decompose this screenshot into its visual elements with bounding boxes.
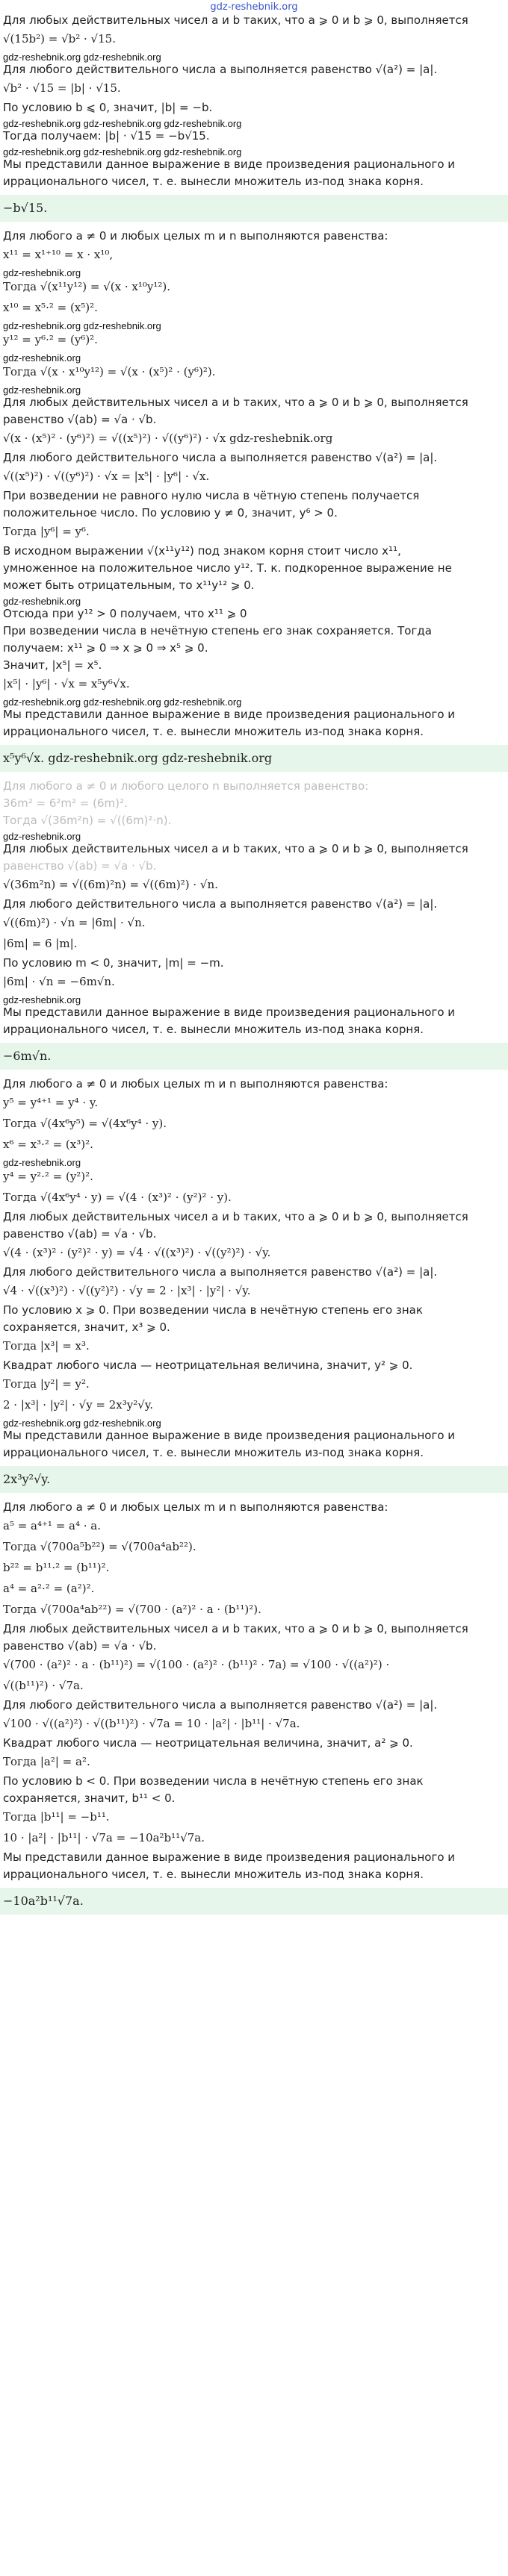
watermark: gdz-reshebnik.org gdz-reshebnik.org: [3, 320, 161, 331]
math-line: √(700 · (a²)² · a · (b¹¹)²) = √(100 · (a²)² · (b¹¹)² · 7a) = √100 · √((a²)²) ·: [3, 1658, 390, 1671]
answer-box: −6m√n.: [0, 1043, 508, 1070]
text-line: В исходном выражении √(x¹¹y¹²) под знаком корня стоит число x¹¹,: [3, 544, 401, 558]
text-line: получаем: x¹¹ ⩾ 0 ⇒ x ⩾ 0 ⇒ x⁵ ⩾ 0.: [3, 641, 208, 655]
math-line: Тогда |b¹¹| = −b¹¹.: [3, 1810, 110, 1824]
text-line: сохраняется, значит, b¹¹ < 0.: [3, 1791, 176, 1805]
answer-box: −10a²b¹¹√7a.: [0, 1888, 508, 1915]
text-line: равенство √(ab) = √a · √b.: [3, 1639, 157, 1653]
text-line: Мы представили данное выражение в виде произведения рационального и: [3, 1850, 456, 1864]
text-line: По условию x ⩾ 0. При возведении числа в нечётную степень его знак: [3, 1303, 423, 1317]
text-line: Для любых действительных чисел a и b таких, что a ⩾ 0 и b ⩾ 0, выполняется: [3, 1622, 468, 1635]
text-line: иррационального чисел, т. е. вынесли множитель из-под знака корня.: [3, 1023, 424, 1036]
math-line: x¹¹ = x¹⁺¹⁰ = x · x¹⁰,: [3, 248, 114, 261]
math-line: x⁶ = x³·² = (x³)².: [3, 1138, 93, 1151]
faded-line: 36m² = 6²m² = (6m)².: [3, 796, 128, 810]
watermark: gdz-reshebnik.org: [3, 267, 81, 278]
text-line: Мы представили данное выражение в виде произведения рационального и: [3, 158, 456, 171]
math-line: √(36m²n) = √((6m)²n) = √((6m)²) · √n.: [3, 878, 218, 891]
math-line: Тогда |y²| = y².: [3, 1377, 90, 1391]
text-line: Для любого a ≠ 0 и любых целых m и n выполняются равенства:: [3, 1500, 388, 1514]
math-line: |6m| · √n = −6m√n.: [3, 975, 115, 988]
text-line: Квадрат любого числа — неотрицательная величина, значит, a² ⩾ 0.: [3, 1736, 413, 1750]
watermark: gdz-reshebnik.org: [3, 596, 81, 607]
solution-block: [3, 779, 505, 1070]
math-line: Тогда √(700a⁴ab²²) = √(700 · (a²)² · a · (b¹¹)²).: [3, 1603, 261, 1616]
text-line: Тогда получаем: |b| · √15 = −b√15.: [3, 129, 210, 143]
answer-box: 2x³y²√y.: [0, 1466, 508, 1493]
math-line: y⁴ = y²·² = (y²)².: [3, 1170, 93, 1183]
math-line: √((x⁵)²) · √((y⁶)²) · √x = |x⁵| · |y⁶| · √x.: [3, 470, 210, 483]
site-header-link[interactable]: gdz-reshebnik.org: [210, 1, 298, 13]
math-line: Тогда √(700a⁵b²²) = √(700a⁴ab²²).: [3, 1540, 196, 1553]
text-line: Для любого a ≠ 0 и любых целых m и n выполняются равенства:: [3, 1077, 388, 1091]
math-line: √100 · √((a²)²) · √((b¹¹)²) · √7a = 10 · |a²| · |b¹¹| · √7a.: [3, 1717, 300, 1730]
answer-box: x⁵y⁶√x. gdz-reshebnik.org gdz-reshebnik.org: [0, 745, 508, 772]
text-line: Для любого действительного числа a выполняется равенство √(a²) = |a|.: [3, 1698, 438, 1712]
text-line: Значит, |x⁵| = x⁵.: [3, 658, 102, 672]
math-line: b²² = b¹¹·² = (b¹¹)².: [3, 1561, 110, 1574]
solutions-content: [3, 13, 505, 1915]
text-line: Для любого действительного числа a выполняется равенство √(a²) = |a|.: [3, 1265, 438, 1279]
watermark: gdz-reshebnik.org: [3, 994, 81, 1005]
math-line: a⁴ = a²·² = (a²)².: [3, 1582, 95, 1595]
text-line: равенство √(ab) = √a · √b.: [3, 413, 157, 426]
math-line: a⁵ = a⁴⁺¹ = a⁴ · a.: [3, 1519, 102, 1532]
watermark: gdz-reshebnik.org gdz-reshebnik.org gdz-reshebnik.org: [3, 118, 242, 129]
faded-line: равенство √(ab) = √a · √b.: [3, 859, 157, 873]
watermark: gdz-reshebnik.org gdz-reshebnik.org: [3, 1418, 161, 1429]
text-line: равенство √(ab) = √a · √b.: [3, 1227, 157, 1241]
watermark: gdz-reshebnik.org gdz-reshebnik.org: [3, 52, 161, 63]
watermark: gdz-reshebnik.org: [3, 384, 81, 396]
math-line: √((6m)²) · √n = |6m| · √n.: [3, 916, 146, 929]
answer-box: −b√15.: [0, 195, 508, 222]
faded-line: Для любого a ≠ 0 и любого целого n выполняется равенство:: [3, 779, 369, 793]
solution-block: [3, 1500, 505, 1915]
math-line: x¹⁰ = x⁵·² = (x⁵)².: [3, 301, 98, 314]
math-line: Тогда √(x · x¹⁰y¹²) = √(x · (x⁵)² · (y⁶)²).: [3, 365, 216, 378]
watermark: gdz-reshebnik.org gdz-reshebnik.org gdz-reshebnik.org: [3, 696, 242, 708]
math-line: y⁵ = y⁴⁺¹ = y⁴ · y.: [3, 1096, 99, 1109]
text-line: При возведении не равного нулю числа в чётную степень получается: [3, 489, 420, 502]
math-line: √(4 · (x³)² · (y²)² · y) = √4 · √((x³)²) · √((y²)²) · √y.: [3, 1246, 271, 1259]
math-line: Тогда √(4x⁶y⁵) = √(4x⁶y⁴ · y).: [3, 1117, 167, 1130]
math-line: Тогда |a²| = a².: [3, 1755, 90, 1768]
text-line: Для любого a ≠ 0 и любых целых m и n выполняются равенства:: [3, 229, 388, 243]
text-line: По условию b ⩽ 0, значит, |b| = −b.: [3, 101, 213, 114]
watermark: gdz-reshebnik.org gdz-reshebnik.org gdz-reshebnik.org: [3, 146, 242, 158]
math-line: √(15b²) = √b² · √15.: [3, 32, 116, 46]
text-line: может быть отрицательным, то x¹¹y¹² ⩾ 0.: [3, 578, 255, 592]
solution-block: [3, 1077, 505, 1493]
text-line: иррационального чисел, т. е. вынесли множитель из-под знака корня.: [3, 175, 424, 188]
text-line: Квадрат любого числа — неотрицательная величина, значит, y² ⩾ 0.: [3, 1359, 413, 1372]
text-line: иррационального чисел, т. е. вынесли множитель из-под знака корня.: [3, 1446, 424, 1459]
solution-block: [3, 229, 505, 772]
text-line: иррационального чисел, т. е. вынесли множитель из-под знака корня.: [3, 1868, 424, 1881]
text-line: Для любых действительных чисел a и b таких, что a ⩾ 0 и b ⩾ 0, выполняется: [3, 842, 468, 855]
text-line: Для любых действительных чисел a и b таких, что a ⩾ 0 и b ⩾ 0, выполняется: [3, 1210, 468, 1223]
math-line: Тогда |x³| = x³.: [3, 1339, 90, 1353]
text-line: Для любого действительного числа a выполняется равенство √(a²) = |a|.: [3, 897, 438, 911]
watermark: gdz-reshebnik.org: [3, 1157, 81, 1168]
text-line: Мы представили данное выражение в виде произведения рационального и: [3, 1429, 456, 1442]
math-line: Тогда √(4x⁶y⁴ · y) = √(4 · (x³)² · (y²)² · y).: [3, 1191, 232, 1204]
math-line: y¹² = y⁶·² = (y⁶)².: [3, 333, 98, 346]
math-line: 10 · |a²| · |b¹¹| · √7a = −10a²b¹¹√7a.: [3, 1831, 205, 1844]
math-line: Тогда √(x¹¹y¹²) = √(x · x¹⁰y¹²).: [3, 280, 170, 293]
math-line: √4 · √((x³)²) · √((y²)²) · √y = 2 · |x³| · |y²| · √y.: [3, 1284, 251, 1297]
text-line: При возведении числа в нечётную степень его знак сохраняется. Тогда: [3, 624, 432, 637]
text-line: Мы представили данное выражение в виде произведения рационального и: [3, 708, 456, 721]
watermark: gdz-reshebnik.org: [3, 352, 81, 364]
text-line: Мы представили данное выражение в виде произведения рационального и: [3, 1005, 456, 1019]
text-line: умноженное на положительное число y¹². Т. к. подкоренное выражение не: [3, 561, 452, 575]
text-line: сохраняется, значит, x³ ⩾ 0.: [3, 1320, 170, 1334]
text-line: Для любого действительного числа a выполняется равенство √(a²) = |a|.: [3, 451, 438, 464]
text-line: Для любых действительных чисел a и b таких, что a ⩾ 0 и b ⩾ 0, выполняется: [3, 13, 468, 27]
text-line: положительное число. По условию y ≠ 0, значит, y⁶ > 0.: [3, 506, 338, 520]
solution-block: [3, 13, 505, 222]
math-line: |x⁵| · |y⁶| · √x = x⁵y⁶√x.: [3, 677, 130, 690]
math-line: |6m| = 6 |m|.: [3, 937, 78, 950]
watermark: gdz-reshebnik.org: [3, 831, 81, 842]
text-line: По условию m < 0, значит, |m| = −m.: [3, 956, 224, 970]
math-line: Тогда |y⁶| = y⁶.: [3, 525, 90, 538]
faded-line: Тогда √(36m²n) = √((6m)²·n).: [3, 814, 172, 827]
math-line: 2 · |x³| · |y²| · √y = 2x³y²√y.: [3, 1398, 154, 1412]
math-line: √b² · √15 = |b| · √15.: [3, 81, 121, 95]
text-line: Отсюда при y¹² > 0 получаем, что x¹¹ ⩾ 0: [3, 607, 247, 620]
text-line: Для любого действительного числа a выполняется равенство √(a²) = |a|.: [3, 63, 438, 76]
text-line: По условию b < 0. При возведении числа в нечётную степень его знак: [3, 1774, 424, 1788]
text-line: Для любых действительных чисел a и b таких, что a ⩾ 0 и b ⩾ 0, выполняется: [3, 396, 468, 409]
math-line: √(x · (x⁵)² · (y⁶)²) = √((x⁵)²) · √((y⁶)²) · √x gdz-reshebnik.org: [3, 431, 333, 445]
text-line: иррационального чисел, т. е. вынесли множитель из-под знака корня.: [3, 725, 424, 738]
math-line: √((b¹¹)²) · √7a.: [3, 1679, 84, 1692]
